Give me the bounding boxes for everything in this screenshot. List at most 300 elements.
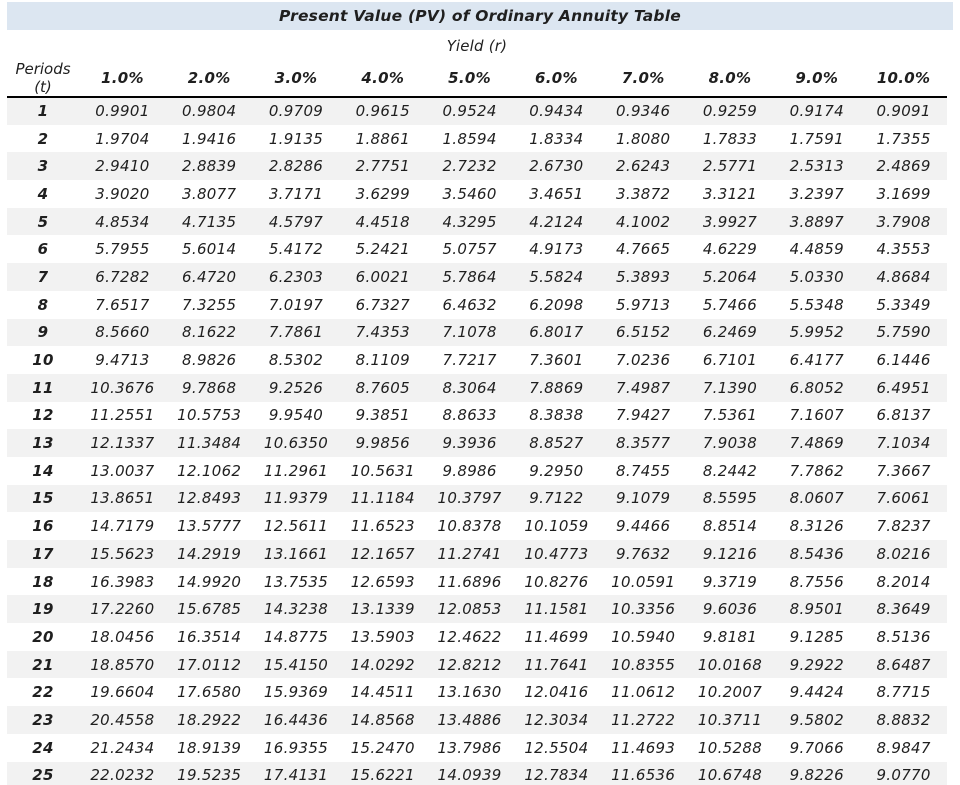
pv-factor-cell: 5.6014 bbox=[182, 240, 237, 259]
pv-factor-cell: 7.6517 bbox=[95, 295, 150, 314]
table-row bbox=[7, 152, 947, 180]
pv-factor-cell: 6.2303 bbox=[268, 267, 324, 286]
yield-column-header: 5.0% bbox=[426, 60, 513, 97]
pv-factor-cell: 17.0112 bbox=[177, 655, 242, 674]
period-cell: 1 bbox=[37, 102, 49, 121]
pv-factor-cell: 21.2434 bbox=[90, 738, 155, 757]
pv-factor-cell: 17.4131 bbox=[263, 765, 329, 784]
pv-factor-cell: 8.3649 bbox=[876, 600, 931, 619]
pv-factor-cell: 4.1002 bbox=[616, 212, 671, 231]
pv-factor-cell: 15.9369 bbox=[263, 683, 329, 702]
pv-factor-cell: 8.7556 bbox=[789, 572, 844, 591]
pv-factor-cell: 15.4150 bbox=[263, 655, 329, 674]
table-row bbox=[7, 706, 947, 734]
pv-factor-cell: 20.4558 bbox=[90, 710, 155, 729]
pv-factor-cell: 4.4859 bbox=[789, 240, 844, 259]
pv-factor-cell: 14.0292 bbox=[350, 655, 415, 674]
pv-factor-cell: 12.4622 bbox=[437, 627, 502, 646]
pv-factor-cell: 8.2442 bbox=[702, 461, 758, 480]
pv-factor-cell: 4.4518 bbox=[355, 212, 410, 231]
pv-factor-cell: 19.5235 bbox=[177, 765, 242, 784]
pv-factor-cell: 8.0216 bbox=[876, 544, 931, 563]
table-row bbox=[7, 568, 947, 596]
pv-factor-cell: 0.9524 bbox=[442, 102, 497, 121]
period-cell: 7 bbox=[37, 267, 49, 286]
table-row bbox=[7, 235, 947, 263]
pv-factor-cell: 7.7217 bbox=[442, 351, 497, 370]
pv-factor-cell: 7.3255 bbox=[182, 295, 237, 314]
pv-factor-cell: 9.7868 bbox=[182, 378, 237, 397]
pv-factor-cell: 8.3064 bbox=[442, 378, 497, 397]
period-cell: 17 bbox=[32, 544, 54, 563]
pv-factor-cell: 16.9355 bbox=[263, 738, 329, 757]
pv-factor-cell: 7.0197 bbox=[268, 295, 324, 314]
table-row bbox=[7, 319, 947, 347]
table-row bbox=[7, 291, 947, 319]
yield-column-header: 10.0% bbox=[860, 60, 947, 97]
pv-factor-cell: 15.2470 bbox=[350, 738, 415, 757]
pv-factor-cell: 18.0456 bbox=[90, 627, 155, 646]
pv-factor-cell: 9.6036 bbox=[702, 600, 758, 619]
pv-factor-cell: 12.6593 bbox=[350, 572, 415, 591]
table-row bbox=[7, 374, 947, 402]
pv-factor-cell: 8.7715 bbox=[876, 683, 931, 702]
pv-factor-cell: 8.5136 bbox=[876, 627, 931, 646]
pv-factor-cell: 13.1339 bbox=[350, 600, 415, 619]
pv-factor-cell: 3.2397 bbox=[789, 184, 844, 203]
column-header-row bbox=[7, 60, 947, 97]
pv-factor-cell: 10.3676 bbox=[90, 378, 155, 397]
pv-factor-cell: 4.9173 bbox=[529, 240, 584, 259]
pv-factor-cell: 1.8594 bbox=[442, 129, 497, 148]
pv-factor-cell: 17.2260 bbox=[90, 600, 155, 619]
pv-factor-cell: 7.7861 bbox=[268, 323, 324, 342]
pv-factor-cell: 0.9259 bbox=[702, 102, 758, 121]
pv-factor-cell: 8.3838 bbox=[529, 406, 584, 425]
pv-factor-cell: 10.5753 bbox=[177, 406, 242, 425]
pv-factor-cell: 0.9091 bbox=[876, 102, 931, 121]
pv-factor-cell: 11.2741 bbox=[437, 544, 502, 563]
pv-factor-cell: 8.8527 bbox=[529, 434, 584, 453]
pv-factor-cell: 12.1062 bbox=[177, 461, 242, 480]
pv-factor-cell: 11.1184 bbox=[350, 489, 415, 508]
pv-factor-cell: 10.5288 bbox=[697, 738, 763, 757]
pv-factor-cell: 10.3711 bbox=[697, 710, 763, 729]
pv-factor-cell: 16.3983 bbox=[90, 572, 155, 591]
pv-factor-cell: 10.0168 bbox=[697, 655, 763, 674]
pv-factor-cell: 13.5777 bbox=[177, 517, 242, 536]
table-row bbox=[7, 346, 947, 374]
pv-factor-cell: 12.1337 bbox=[90, 434, 155, 453]
pv-factor-cell: 10.2007 bbox=[697, 683, 763, 702]
pv-factor-cell: 11.0612 bbox=[611, 683, 676, 702]
pv-factor-cell: 5.0757 bbox=[442, 240, 497, 259]
pv-factor-cell: 14.3238 bbox=[263, 600, 329, 619]
pv-factor-cell: 10.5940 bbox=[611, 627, 676, 646]
pv-factor-cell: 18.8570 bbox=[90, 655, 155, 674]
period-cell: 11 bbox=[32, 378, 54, 397]
pv-factor-cell: 9.9540 bbox=[268, 406, 324, 425]
pv-factor-cell: 2.6730 bbox=[529, 157, 584, 176]
pv-factor-cell: 10.8276 bbox=[524, 572, 589, 591]
pv-factor-cell: 5.7955 bbox=[95, 240, 150, 259]
pv-factor-cell: 9.3719 bbox=[702, 572, 758, 591]
pv-factor-cell: 13.8651 bbox=[90, 489, 155, 508]
pv-factor-cell: 7.4869 bbox=[789, 434, 844, 453]
pv-factor-cell: 1.7355 bbox=[876, 129, 931, 148]
pv-factor-cell: 1.9704 bbox=[95, 129, 150, 148]
pv-factor-cell: 8.9501 bbox=[789, 600, 844, 619]
pv-factor-cell: 9.0770 bbox=[876, 765, 931, 784]
period-cell: 4 bbox=[37, 184, 49, 203]
pv-factor-cell: 1.9416 bbox=[182, 129, 237, 148]
pv-factor-cell: 16.4436 bbox=[263, 710, 329, 729]
pv-factor-cell: 6.8017 bbox=[529, 323, 584, 342]
pv-factor-cell: 15.6221 bbox=[350, 765, 415, 784]
pv-factor-cell: 3.3121 bbox=[702, 184, 758, 203]
table-row bbox=[7, 208, 947, 236]
pv-factor-cell: 6.4177 bbox=[789, 351, 844, 370]
pv-factor-cell: 6.0021 bbox=[355, 267, 410, 286]
pv-factor-cell: 3.7908 bbox=[876, 212, 931, 231]
period-cell: 15 bbox=[32, 489, 54, 508]
period-cell: 8 bbox=[37, 295, 49, 314]
yield-group-header: Yield (r) bbox=[446, 37, 508, 55]
pv-factor-cell: 14.8568 bbox=[350, 710, 415, 729]
pv-factor-cell: 9.2922 bbox=[789, 655, 844, 674]
pv-factor-cell: 7.1607 bbox=[789, 406, 844, 425]
pv-factor-cell: 8.5302 bbox=[268, 351, 324, 370]
period-cell: 10 bbox=[32, 351, 54, 370]
table-header bbox=[7, 32, 947, 97]
pv-factor-cell: 5.2421 bbox=[355, 240, 410, 259]
table-row bbox=[7, 402, 947, 430]
pv-factor-cell: 13.1661 bbox=[263, 544, 329, 563]
annuity-table bbox=[7, 32, 947, 785]
pv-factor-cell: 3.5460 bbox=[442, 184, 497, 203]
pv-factor-cell: 12.1657 bbox=[350, 544, 415, 563]
period-cell: 24 bbox=[32, 738, 54, 757]
pv-factor-cell: 13.1630 bbox=[437, 683, 502, 702]
group-header-row bbox=[7, 32, 947, 60]
pv-factor-cell: 12.8212 bbox=[437, 655, 502, 674]
pv-factor-cell: 12.3034 bbox=[524, 710, 589, 729]
pv-factor-cell: 8.5436 bbox=[789, 544, 844, 563]
pv-factor-cell: 7.3667 bbox=[876, 461, 931, 480]
pv-factor-cell: 9.4466 bbox=[616, 517, 671, 536]
yield-column-header: 2.0% bbox=[166, 60, 253, 97]
pv-factor-cell: 6.2098 bbox=[529, 295, 584, 314]
table-row bbox=[7, 678, 947, 706]
pv-factor-cell: 10.0591 bbox=[611, 572, 676, 591]
period-cell: 23 bbox=[32, 710, 54, 729]
pv-factor-cell: 0.9901 bbox=[95, 102, 150, 121]
pv-factor-cell: 6.7101 bbox=[702, 351, 758, 370]
pv-factor-cell: 4.8534 bbox=[95, 212, 150, 231]
period-cell: 3 bbox=[37, 157, 49, 176]
table-row bbox=[7, 485, 947, 513]
pv-factor-cell: 2.9410 bbox=[95, 157, 150, 176]
period-cell: 5 bbox=[37, 212, 49, 231]
pv-factor-cell: 10.6350 bbox=[263, 434, 329, 453]
table-body bbox=[7, 97, 947, 785]
pv-factor-cell: 10.6748 bbox=[697, 765, 763, 784]
pv-factor-cell: 6.8137 bbox=[876, 406, 931, 425]
pv-factor-cell: 5.7864 bbox=[442, 267, 497, 286]
pv-factor-cell: 1.7591 bbox=[789, 129, 844, 148]
pv-factor-cell: 7.1034 bbox=[876, 434, 931, 453]
pv-factor-cell: 1.9135 bbox=[268, 129, 324, 148]
pv-factor-cell: 9.7066 bbox=[789, 738, 844, 757]
pv-factor-cell: 12.0853 bbox=[437, 600, 502, 619]
table-row bbox=[7, 540, 947, 568]
pv-factor-cell: 4.2124 bbox=[529, 212, 584, 231]
pv-factor-cell: 8.2014 bbox=[876, 572, 931, 591]
pv-factor-cell: 3.1699 bbox=[876, 184, 931, 203]
period-cell: 2 bbox=[37, 129, 49, 148]
pv-factor-cell: 14.9920 bbox=[177, 572, 242, 591]
pv-factor-cell: 16.3514 bbox=[177, 627, 242, 646]
period-cell: 14 bbox=[32, 461, 54, 480]
yield-column-header: 7.0% bbox=[600, 60, 687, 97]
pv-factor-cell: 10.4773 bbox=[524, 544, 589, 563]
pv-factor-cell: 9.3851 bbox=[355, 406, 410, 425]
pv-factor-cell: 10.8378 bbox=[437, 517, 502, 536]
pv-factor-cell: 12.7834 bbox=[524, 765, 589, 784]
table-row bbox=[7, 651, 947, 679]
period-cell: 9 bbox=[37, 323, 49, 342]
pv-factor-cell: 8.8514 bbox=[702, 517, 758, 536]
pv-factor-cell: 14.2919 bbox=[177, 544, 242, 563]
table-title bbox=[7, 2, 953, 30]
pv-factor-cell: 7.4987 bbox=[616, 378, 671, 397]
period-cell: 25 bbox=[32, 765, 54, 784]
period-cell: 13 bbox=[32, 434, 54, 453]
pv-factor-cell: 6.8052 bbox=[789, 378, 844, 397]
pv-factor-cell: 11.3484 bbox=[177, 434, 242, 453]
pv-factor-cell: 4.3553 bbox=[876, 240, 931, 259]
pv-factor-cell: 7.5361 bbox=[702, 406, 758, 425]
pv-factor-cell: 6.1446 bbox=[876, 351, 931, 370]
pv-factor-cell: 3.3872 bbox=[616, 184, 671, 203]
pv-factor-cell: 0.9174 bbox=[789, 102, 844, 121]
table-row bbox=[7, 457, 947, 485]
pv-factor-cell: 9.1285 bbox=[789, 627, 844, 646]
yield-column-header: 8.0% bbox=[687, 60, 774, 97]
pv-factor-cell: 0.9346 bbox=[616, 102, 671, 121]
pv-factor-cell: 0.9434 bbox=[529, 102, 584, 121]
pv-factor-cell: 12.5504 bbox=[524, 738, 589, 757]
pv-factor-cell: 5.9952 bbox=[789, 323, 844, 342]
yield-column-header: 4.0% bbox=[339, 60, 426, 97]
pv-factor-cell: 8.7605 bbox=[355, 378, 410, 397]
pv-factor-cell: 5.0330 bbox=[789, 267, 844, 286]
pv-factor-cell: 3.9927 bbox=[702, 212, 758, 231]
period-cell: 19 bbox=[32, 600, 54, 619]
pv-factor-cell: 9.8986 bbox=[442, 461, 497, 480]
pv-factor-cell: 8.1109 bbox=[355, 351, 410, 370]
table-title-text: Present Value (PV) of Ordinary Annuity Table bbox=[279, 7, 681, 25]
pv-factor-cell: 5.7590 bbox=[876, 323, 931, 342]
period-cell: 18 bbox=[32, 572, 54, 591]
pv-factor-cell: 18.9139 bbox=[177, 738, 242, 757]
pv-factor-cell: 11.4693 bbox=[611, 738, 676, 757]
table-row bbox=[7, 762, 947, 785]
pv-factor-cell: 7.3601 bbox=[529, 351, 584, 370]
pv-factor-cell: 3.9020 bbox=[95, 184, 150, 203]
pv-factor-cell: 10.3356 bbox=[611, 600, 676, 619]
pv-factor-cell: 11.4699 bbox=[524, 627, 589, 646]
pv-factor-cell: 6.5152 bbox=[616, 323, 671, 342]
pv-factor-cell: 18.2922 bbox=[177, 710, 242, 729]
pv-factor-cell: 13.5903 bbox=[350, 627, 415, 646]
pv-factor-cell: 22.0232 bbox=[90, 765, 155, 784]
pv-factor-cell: 9.4713 bbox=[95, 351, 150, 370]
pv-factor-cell: 2.7232 bbox=[442, 157, 497, 176]
yield-column-header: 3.0% bbox=[253, 60, 340, 97]
table-row bbox=[7, 512, 947, 540]
pv-factor-cell: 4.8684 bbox=[876, 267, 931, 286]
pv-factor-cell: 6.4951 bbox=[876, 378, 931, 397]
pv-factor-cell: 7.4353 bbox=[355, 323, 410, 342]
pv-factor-cell: 9.9856 bbox=[355, 434, 410, 453]
pv-factor-cell: 0.9804 bbox=[182, 102, 237, 121]
period-cell: 20 bbox=[32, 627, 54, 646]
pv-factor-cell: 8.9847 bbox=[876, 738, 931, 757]
pv-factor-cell: 1.8861 bbox=[355, 129, 410, 148]
pv-factor-cell: 13.0037 bbox=[90, 461, 155, 480]
pv-factor-cell: 9.3936 bbox=[442, 434, 497, 453]
period-cell: 6 bbox=[37, 240, 49, 259]
pv-factor-cell: 11.7641 bbox=[524, 655, 589, 674]
pv-factor-cell: 7.0236 bbox=[616, 351, 671, 370]
pv-factor-cell: 19.6604 bbox=[90, 683, 155, 702]
pv-factor-cell: 3.4651 bbox=[529, 184, 584, 203]
pv-factor-cell: 9.1079 bbox=[616, 489, 671, 508]
pv-factor-cell: 9.7632 bbox=[616, 544, 671, 563]
pv-factor-cell: 12.8493 bbox=[177, 489, 242, 508]
pv-factor-cell: 14.7179 bbox=[90, 517, 155, 536]
pv-factor-cell: 6.2469 bbox=[702, 323, 758, 342]
pv-factor-cell: 7.1078 bbox=[442, 323, 497, 342]
pv-factor-cell: 13.7535 bbox=[263, 572, 329, 591]
pv-factor-cell: 2.8286 bbox=[268, 157, 324, 176]
pv-factor-cell: 1.7833 bbox=[702, 129, 758, 148]
period-cell: 21 bbox=[32, 655, 54, 674]
pv-factor-cell: 6.7327 bbox=[355, 295, 410, 314]
pv-factor-cell: 9.2526 bbox=[268, 378, 324, 397]
table-row bbox=[7, 734, 947, 762]
pv-factor-cell: 7.8869 bbox=[529, 378, 584, 397]
pv-factor-cell: 15.6785 bbox=[177, 600, 242, 619]
pv-factor-cell: 9.4424 bbox=[789, 683, 844, 702]
pv-factor-cell: 8.3126 bbox=[789, 517, 844, 536]
pv-factor-cell: 8.3577 bbox=[616, 434, 671, 453]
pv-factor-cell: 11.2722 bbox=[611, 710, 676, 729]
period-cell: 22 bbox=[32, 683, 54, 702]
pv-factor-cell: 9.8226 bbox=[789, 765, 844, 784]
pv-factor-cell: 10.8355 bbox=[611, 655, 676, 674]
table-row bbox=[7, 595, 947, 623]
pv-factor-cell: 11.1581 bbox=[524, 600, 589, 619]
pv-factor-cell: 7.9427 bbox=[616, 406, 671, 425]
table-row bbox=[7, 623, 947, 651]
pv-factor-cell: 9.1216 bbox=[702, 544, 758, 563]
pv-factor-cell: 1.8080 bbox=[616, 129, 671, 148]
pv-factor-cell: 3.6299 bbox=[355, 184, 410, 203]
period-cell: 16 bbox=[32, 517, 54, 536]
table-row bbox=[7, 263, 947, 291]
pv-factor-cell: 8.0607 bbox=[789, 489, 844, 508]
pv-factor-cell: 4.6229 bbox=[702, 240, 758, 259]
pv-factor-cell: 3.8897 bbox=[789, 212, 844, 231]
pv-factor-cell: 7.7862 bbox=[789, 461, 844, 480]
pv-factor-cell: 10.5631 bbox=[350, 461, 415, 480]
pv-factor-cell: 7.6061 bbox=[876, 489, 931, 508]
pv-factor-cell: 8.5660 bbox=[95, 323, 150, 342]
yield-column-header: 6.0% bbox=[513, 60, 600, 97]
pv-factor-cell: 12.0416 bbox=[524, 683, 589, 702]
pv-factor-cell: 9.2950 bbox=[529, 461, 584, 480]
pv-factor-cell: 0.9615 bbox=[355, 102, 410, 121]
yield-column-header: 9.0% bbox=[773, 60, 860, 97]
yield-column-header: 1.0% bbox=[79, 60, 166, 97]
pv-factor-cell: 5.5348 bbox=[789, 295, 844, 314]
pv-factor-cell: 0.9709 bbox=[268, 102, 324, 121]
pv-factor-cell: 8.8633 bbox=[442, 406, 497, 425]
pv-factor-cell: 10.1059 bbox=[524, 517, 589, 536]
pv-factor-cell: 3.8077 bbox=[182, 184, 237, 203]
pv-factor-cell: 5.2064 bbox=[702, 267, 758, 286]
pv-factor-cell: 11.6536 bbox=[611, 765, 676, 784]
pv-factor-cell: 3.7171 bbox=[268, 184, 324, 203]
pv-factor-cell: 15.5623 bbox=[90, 544, 155, 563]
periods-column-header: Periods (t) bbox=[7, 60, 79, 97]
pv-factor-cell: 14.0939 bbox=[437, 765, 502, 784]
pv-factor-cell: 8.5595 bbox=[702, 489, 758, 508]
pv-factor-cell: 8.6487 bbox=[876, 655, 931, 674]
pv-factor-cell: 13.4886 bbox=[437, 710, 502, 729]
table-row bbox=[7, 97, 947, 125]
pv-factor-cell: 7.8237 bbox=[876, 517, 931, 536]
pv-factor-cell: 5.5824 bbox=[529, 267, 584, 286]
pv-factor-cell: 9.7122 bbox=[529, 489, 584, 508]
pv-factor-cell: 8.8832 bbox=[876, 710, 931, 729]
pv-factor-cell: 5.7466 bbox=[702, 295, 758, 314]
pv-factor-cell: 4.7135 bbox=[182, 212, 237, 231]
pv-factor-cell: 1.8334 bbox=[529, 129, 584, 148]
pv-factor-cell: 14.4511 bbox=[350, 683, 415, 702]
table-row bbox=[7, 125, 947, 153]
pv-factor-cell: 8.9826 bbox=[182, 351, 237, 370]
pv-factor-cell: 4.7665 bbox=[616, 240, 671, 259]
pv-factor-cell: 12.5611 bbox=[263, 517, 329, 536]
pv-factor-cell: 14.8775 bbox=[263, 627, 329, 646]
pv-factor-cell: 5.3349 bbox=[876, 295, 931, 314]
pv-factor-cell: 6.7282 bbox=[95, 267, 150, 286]
pv-factor-cell: 2.4869 bbox=[876, 157, 931, 176]
pv-factor-cell: 2.8839 bbox=[182, 157, 237, 176]
pv-factor-cell: 4.5797 bbox=[268, 212, 324, 231]
pv-factor-cell: 7.9038 bbox=[702, 434, 758, 453]
pv-factor-cell: 11.6523 bbox=[350, 517, 415, 536]
pv-factor-cell: 4.3295 bbox=[442, 212, 497, 231]
table-row bbox=[7, 429, 947, 457]
pv-factor-cell: 11.2551 bbox=[90, 406, 155, 425]
pv-factor-cell: 11.2961 bbox=[263, 461, 329, 480]
pv-factor-cell: 2.6243 bbox=[616, 157, 671, 176]
pv-factor-cell: 13.7986 bbox=[437, 738, 502, 757]
